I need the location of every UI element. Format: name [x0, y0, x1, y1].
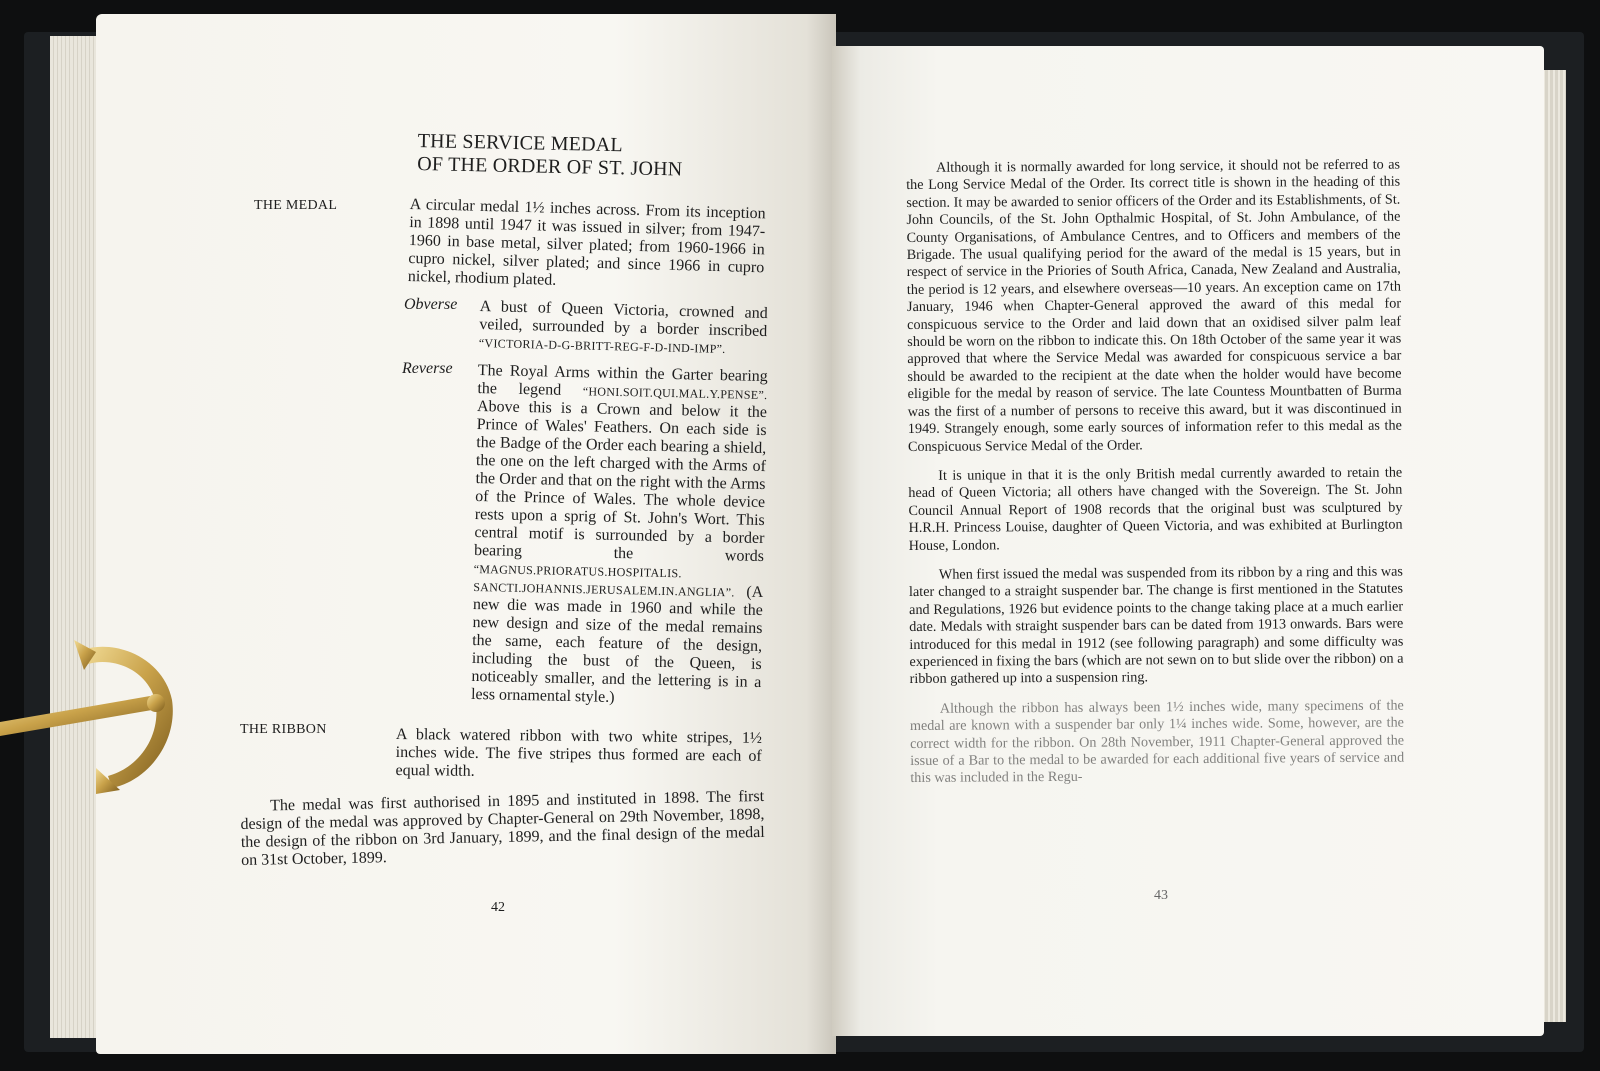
- medal-text: A circular medal 1½ inches across. From its inception in 1898 until 1947 it was issued in silver; from 1947-1960 in base metal, silver plated; from 1960-1966 in cupro nickel, silver plated; and since 1966 in cupro nickel, rhodium plated.: [407, 196, 766, 289]
- reverse-note: (A new die was made in 1960 and while the new design and size of the medal remains the same, each feature of the design, including the bust of the Queen, is noticeably smaller, and the lettering is in a less ornamental style.): [470, 583, 764, 706]
- reverse-words: “MAGNUS.PRIORATUS.HOSPITALIS. SANCTI.JOHANNIS.JERUSALEM.IN.ANGLIA”.: [473, 561, 735, 600]
- reverse-text: [471, 362, 768, 710]
- right-page-body: [906, 157, 1404, 800]
- reverse-legend: “HONI.SOIT.QUI.MAL.Y.PENSE”.: [582, 384, 768, 403]
- page-title: [417, 130, 778, 184]
- obverse-inscription: “VICTORIA-D-G-BRITT-REG-F-D-IND-IMP”.: [478, 335, 726, 357]
- paragraph-2: It is unique in that it is the only British medal currently awarded to retain the head of Queen Victoria; all others have changed with the Sovereign. The St. John Council Annual Report of 1908 records that the original bust was sculptured by H.R.H. Princess Louise, daughter of Queen Victoria, and was exhibited at Burlington House, London.: [908, 464, 1403, 554]
- ribbon-label: THE RIBBON: [240, 722, 327, 737]
- title-line-2: OF THE ORDER OF ST. JOHN: [417, 152, 683, 181]
- medal-label: THE MEDAL: [254, 198, 338, 213]
- title-line-1: THE SERVICE MEDAL: [417, 130, 624, 157]
- history-text: [240, 788, 765, 870]
- obverse-label: Obverse: [404, 296, 458, 313]
- reverse-description-2: Above this is a Crown and below it the Prince of Wales' Feathers. On each side is the Badge of the Order each bearing a shield, the one on the left charged with the Arms of the Order and that on the right with the Arms of the Prince of Wales. The whole device rests upon a sprig of St. John's Wort. This central motif is surrounded by a border bearing the words: [473, 397, 768, 566]
- right-page: [832, 46, 1544, 1036]
- paragraph-3: When first issued the medal was suspended from its ribbon by a ring and this was later changed to a straight suspender bar. The change is first mentioned in the Statutes and Regulations, 1926 but evidence points to the change taking place at a much earlier date. Medals with straight suspender bars can be dated from 1913 onwards. Bars were introduced for this medal in 1912 (see following paragraph) and some difficulty was experienced in fixing the bars (which are not sewn on to but slide over the ribbon) on a ribbon gathered up into a suspension ring.: [908, 563, 1404, 688]
- history-paragraph: The medal was first authorised in 1895 and instituted in 1898. The first design of the medal was approved by Chapter-General on 29th November, 1898, the design of the ribbon on 3rd January, 1899, and the final design of the medal on 31st October, 1899.: [240, 787, 765, 869]
- ribbon-text: A black watered ribbon with two white stripes, 1½ inches wide. The five stripes thus formed are each of equal width.: [395, 726, 762, 780]
- paragraph-4: Although the ribbon has always been 1½ inches wide, many specimens of the medal are known with a suspender bar only 1¼ inches wide. Some, however, are the correct width for the ribbon. On 28th November, 1911 Chapter-General approved the issue of a Bar to the medal to be awarded for each additional five years of service and this was included in the Regu-: [909, 697, 1405, 787]
- anchor-bookmark-icon: [0, 630, 190, 800]
- left-page: [96, 14, 836, 1054]
- page-number-left: 42: [491, 900, 505, 915]
- reverse-description-1: The Royal Arms within the Garter bearing the legend: [477, 362, 768, 399]
- paragraph-1: Although it is normally awarded for long service, it should not be referred to as the Long Service Medal of the Order. Its correct title is shown in the heading of this section. It may be awarded to senior officers of the Order and its Establishments, of St. John Councils, of the St. John Opthalmic Hospital, of St. John Ambulance, of the County Organisations, of Ambulance Centres, and to Officers and members of the Brigade. The usual qualifying period for the award of the medal is 15 years, but in respect of service in the Priories of South Africa, Canada, New Zealand and Australia, the period is 12 years, and elsewhere overseas—10 years. An exception came on 17th January, 1946 when Chapter-General approved the award of this medal for conspicuous service to the Order and laid down that an oxidised silver palm leaf should be worn on the ribbon to indicate this. On 18th October of the same year it was approved that where the Service Medal was awarded for conspicuous service a bar should be awarded to the recipient at the date when the holder would have become eligible for the medal by reason of service. The late Countess Mountbatten of Burma was the first of a number of persons to receive this award, but it was discontinued in 1949. Strangely enough, some early sources of information refer to this medal as the Conspicuous Service Medal of the Order.: [906, 156, 1402, 455]
- page-number-right: 43: [1154, 888, 1168, 903]
- reverse-label: Reverse: [402, 360, 453, 377]
- obverse-text: [479, 298, 768, 359]
- obverse-description: A bust of Queen Victoria, crowned and veiled, surrounded by a border inscribed: [479, 298, 768, 341]
